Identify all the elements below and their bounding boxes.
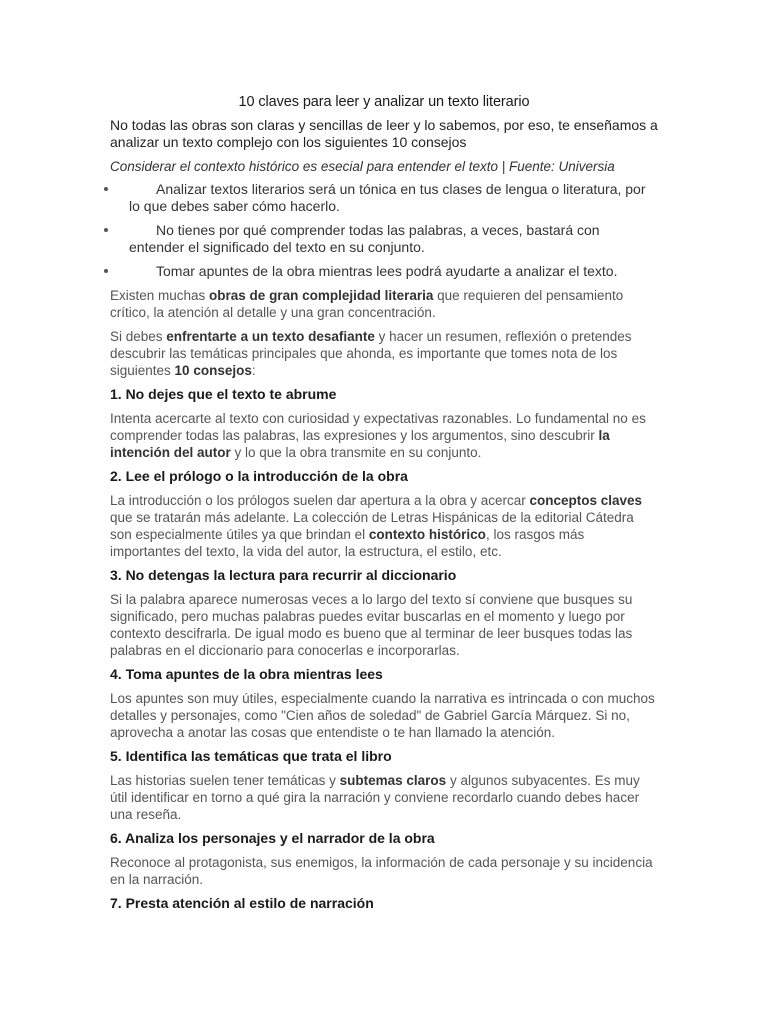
- intro-paragraph: No todas las obras son claras y sencillas de leer y lo sabemos, por eso, te enseñamos a analizar un texto complejo con los siguientes 10 consejos: [110, 117, 658, 150]
- section-heading: 6. Analiza los personajes y el narrador de la obra: [110, 830, 435, 846]
- section-paragraph: La introducción o los prólogos suelen dar apertura a la obra y acercar conceptos claves que se tratarán más adelante. La colección de Letras Hispánicas de la editorial Cátedra son especialmente útiles ya que brindan el contexto histórico, los rasgos más importantes del texto, la vida del autor, la estructura, el estilo, etc.: [110, 493, 643, 559]
- document-content: [110, 94, 658, 919]
- image-caption: Considerar el contexto histórico es esecial para entender el texto | Fuente: Universia: [110, 159, 615, 174]
- page-title: 10 claves para leer y analizar un texto literario: [238, 94, 530, 110]
- section-heading: 1. No dejes que el texto te abrume: [110, 386, 337, 402]
- section-heading: 4. Toma apuntes de la obra mientras lees: [110, 666, 383, 682]
- body-paragraph: Existen muchas obras de gran complejidad literaria que requieren del pensamiento crítico, la atención al detalle y una gran concentración.: [110, 288, 624, 320]
- section-paragraph: Si la palabra aparece numerosas veces a lo largo del texto sí conviene que busques su significado, pero muchas palabras puedes evitar buscarlas en el momento y luego por contexto descifrarla. De igual modo es bueno que al terminar de leer busques todas las palabras en el diccionario para conocerlas e incorporarlas.: [110, 592, 633, 658]
- section-paragraph: Reconoce al protagonista, sus enemigos, la información de cada personaje y su incidencia en la narración.: [110, 855, 653, 887]
- section-heading: 5. Identifica las temáticas que trata el libro: [110, 748, 392, 764]
- key-points-list: [110, 181, 658, 280]
- section-paragraph: Los apuntes son muy útiles, especialmente cuando la narrativa es intrincada o con muchos detalles y personajes, como "Cien años de soledad" de Gabriel García Márquez. Si no, aprovecha a anotar las cosas que entendiste o te han llamado la atención.: [110, 691, 655, 740]
- bullet-icon: [104, 228, 108, 232]
- section-paragraph: Las historias suelen tener temáticas y subtemas claros y algunos subyacentes. Es muy útil identificar en torno a qué gira la narración y conviene recordarlo cuando debes hacer una reseña.: [110, 773, 640, 822]
- section-heading: 3. No detengas la lectura para recurrir al diccionario: [110, 567, 457, 583]
- list-item: Tomar apuntes de la obra mientras lees podrá ayudarte a analizar el texto.: [110, 263, 658, 280]
- bullet-icon: [104, 187, 108, 191]
- body-paragraph: Si debes enfrentarte a un texto desafiante y hacer un resumen, reflexión o pretendes descubrir las temáticas principales que ahonda, es importante que tomes nota de los siguientes 10 consejos:: [110, 329, 632, 378]
- section-heading: 7. Presta atención al estilo de narración: [110, 895, 374, 911]
- bullet-icon: [104, 269, 108, 273]
- section-paragraph: Intenta acercarte al texto con curiosidad y expectativas razonables. Lo fundamental no es comprender todas las palabras, las expresiones y los argumentos, sino descubrir la intención del autor y lo que la obra transmite en su conjunto.: [110, 411, 646, 460]
- list-item: Analizar textos literarios será un tónica en tus clases de lengua o literatura, por lo que debes saber cómo hacerlo.: [110, 181, 658, 215]
- section-heading: 2. Lee el prólogo o la introducción de la obra: [110, 468, 408, 484]
- list-item: No tienes por qué comprender todas las palabras, a veces, bastará con entender el significado del texto en su conjunto.: [110, 222, 658, 256]
